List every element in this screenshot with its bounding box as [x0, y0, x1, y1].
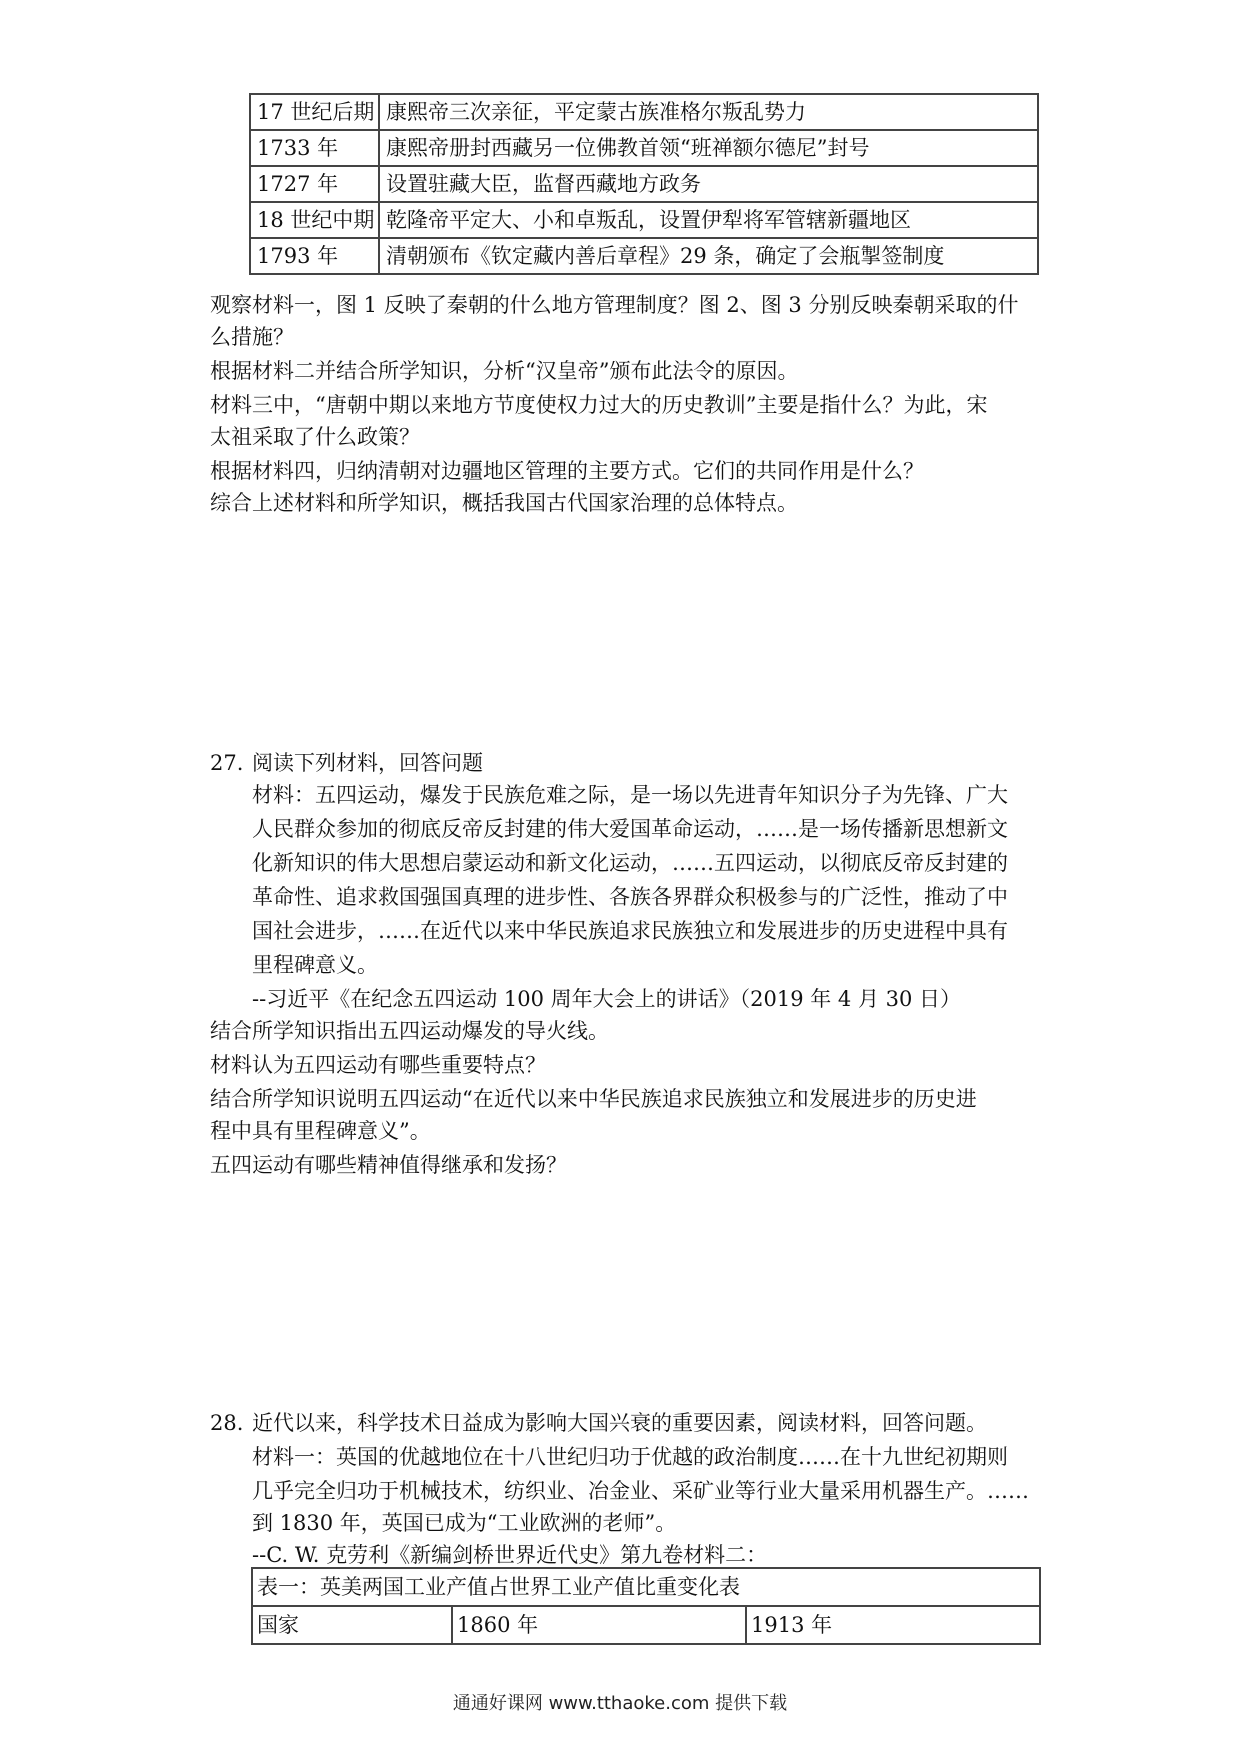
q26-line: 观察材料一，图 1 反映了秦朝的什么地方管理制度？图 2、图 3 分别反映秦朝采取的什 [210, 293, 1019, 317]
header-cell: 国家 [252, 1606, 452, 1644]
header-cell: 1860 年 [452, 1606, 746, 1644]
q26-line: 综合上述材料和所学知识，概括我国古代国家治理的总体特点。 [210, 491, 798, 515]
period-cell: 17 世纪后期 [250, 94, 379, 130]
material-line: 国社会进步，……在近代以来中华民族追求民族独立和发展进步的历史进程中具有 [252, 919, 1008, 943]
q27-question: 结合所学知识说明五四运动“在近代以来中华民族追求民族独立和发展进步的历史进 [210, 1087, 977, 1111]
table-header-row [252, 1606, 1040, 1644]
q26-line: 么措施？ [210, 325, 294, 349]
q27-question: 程中具有里程碑意义”。 [210, 1119, 431, 1143]
q26-line: 根据材料四，归纳清朝对边疆地区管理的主要方式。它们的共同作用是什么？ [210, 459, 924, 483]
question-title: 近代以来，科学技术日益成为影响大国兴衰的重要因素，阅读材料，回答问题。 [252, 1411, 987, 1435]
period-cell: 18 世纪中期 [250, 202, 379, 238]
table-row [250, 130, 1038, 166]
event-cell: 康熙帝册封西藏另一位佛教首领“班禅额尔德尼”封号 [379, 130, 1038, 166]
industrial-output-table [251, 1567, 1041, 1645]
material-line: 化新知识的伟大思想启蒙运动和新文化运动，……五四运动，以彻底反帝反封建的 [252, 851, 1008, 875]
question-number: 27. [210, 751, 244, 775]
q27-question: 结合所学知识指出五四运动爆发的导火线。 [210, 1019, 609, 1043]
table-row [250, 238, 1038, 274]
page-footer: 通通好课网 www.tthaoke.com 提供下载 [452, 1693, 788, 1714]
period-cell: 1727 年 [250, 166, 379, 202]
question-number: 28. [210, 1411, 244, 1435]
source-citation: --习近平《在纪念五四运动 100 周年大会上的讲话》（2019 年 4 月 30 日） [252, 987, 962, 1011]
event-cell: 清朝颁布《钦定藏内善后章程》29 条，确定了会瓶掣签制度 [379, 238, 1038, 274]
material-line: 里程碑意义。 [252, 953, 378, 977]
material-line: 材料：五四运动，爆发于民族危难之际，是一场以先进青年知识分子为先锋、广大 [252, 783, 1008, 807]
table-row [250, 94, 1038, 130]
material-line: 革命性、追求救国强国真理的进步性、各族各界群众积极参与的广泛性，推动了中 [252, 885, 1008, 909]
q26-line: 根据材料二并结合所学知识，分析“汉皇帝”颁布此法令的原因。 [210, 359, 799, 383]
q27-question: 五四运动有哪些精神值得继承和发扬？ [210, 1153, 567, 1177]
table-row [250, 166, 1038, 202]
header-cell: 1913 年 [746, 1606, 1040, 1644]
material-line: 材料一：英国的优越地位在十八世纪归功于优越的政治制度……在十九世纪初期则 [252, 1445, 1008, 1469]
source-citation: --C. W. 克劳利《新编剑桥世界近代史》第九卷材料二： [252, 1543, 768, 1567]
material-line: 到 1830 年，英国已成为“工业欧洲的老师”。 [252, 1511, 677, 1535]
period-cell: 1733 年 [250, 130, 379, 166]
table-row [250, 202, 1038, 238]
event-cell: 乾隆帝平定大、小和卓叛乱，设置伊犁将军管辖新疆地区 [379, 202, 1038, 238]
question-title: 阅读下列材料，回答问题 [252, 751, 483, 775]
q26-line: 太祖采取了什么政策？ [210, 425, 420, 449]
q27-question: 材料认为五四运动有哪些重要特点？ [210, 1053, 546, 1077]
material-line: 几乎完全归功于机械技术，纺织业、冶金业、采矿业等行业大量采用机器生产。…… [252, 1479, 1029, 1503]
event-cell: 设置驻藏大臣，监督西藏地方政务 [379, 166, 1038, 202]
q26-line: 材料三中，“唐朝中期以来地方节度使权力过大的历史教训”主要是指什么？为此，宋 [210, 393, 988, 417]
period-cell: 1793 年 [250, 238, 379, 274]
table-caption-row [252, 1568, 1040, 1606]
material-line: 人民群众参加的彻底反帝反封建的伟大爱国革命运动，……是一场传播新思想新文 [252, 817, 1008, 841]
event-cell: 康熙帝三次亲征，平定蒙古族准格尔叛乱势力 [379, 94, 1038, 130]
table-caption: 表一：英美两国工业产值占世界工业产值比重变化表 [252, 1568, 1040, 1606]
qing-frontier-table [249, 93, 1039, 275]
